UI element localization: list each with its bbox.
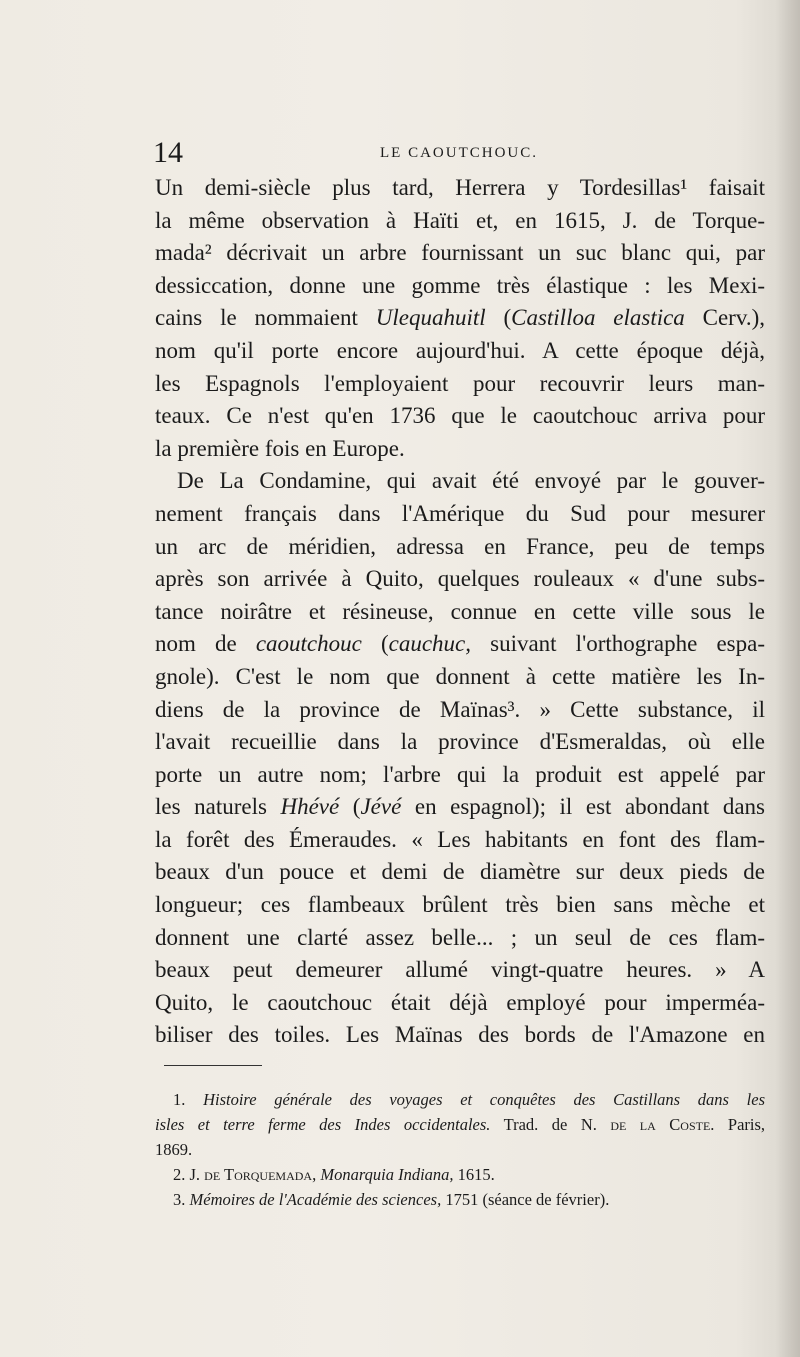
italic-term: Hhévé [280,794,340,820]
text-line: l'avait recueillie dans la province d'Esmeraldas, où elle [155,729,765,755]
text-line: mada² décrivait un arbre fournissant un suc blanc qui, par [155,240,765,266]
text-line: tance noirâtre et résineuse, connue en cette ville sous le [155,598,765,624]
footnote-1-year: 1869. [155,1140,193,1159]
text-line: diens de la province de Maïnas³. » Cette substance, il [155,696,765,722]
text-line: la forêt des Émeraudes. « Les habitants en font des flam- [155,826,765,852]
footnote-3: 3. Mémoires de l'Académie des sciences, 1751 (séance de février). [173,1190,610,1209]
text-line: nom de caoutchouc (cauchuc, suivant l'orthographe espa- [155,631,765,657]
italic-term: caoutchouc [255,631,362,657]
text-line: les naturels Hhévé (Jévé en espagnol); il est abondant dans [155,794,765,820]
footnote-1-cont: isles et terre ferme des Indes occidentales. Trad. de N. de la Coste. Paris, [155,1115,765,1134]
text-line: biliser des toiles. Les Maïnas des bords de l'Amazone en [155,1022,765,1048]
footnote-2: 2. J. de Torquemada, Monarquia Indiana, 1615. [173,1165,495,1184]
page-edge-shadow [776,0,800,1357]
text-line: la même observation à Haïti et, en 1615, J. de Torque- [155,207,765,233]
text-line: beaux d'un pouce et demi de diamètre sur deux pieds de [155,859,765,885]
text-line: gnole). C'est le nom que donnent à cette matière les In- [155,663,765,689]
italic-term: cauchuc, [388,631,472,657]
footnotes [155,1087,765,1212]
text-line: nement français dans l'Amérique du Sud pour mesurer [155,500,765,526]
italic-term: Ulequahuitl [375,305,486,331]
footnote-divider [164,1065,262,1066]
text-line: De La Condamine, qui avait été envoyé par le gouver- [177,468,765,494]
text-line: teaux. Ce n'est qu'en 1736 que le caoutchouc arriva pour [155,403,765,429]
text-line: porte un autre nom; l'arbre qui la produit est appelé par [155,761,765,787]
text-line: cains le nommaient Ulequahuitl (Castilloa elastica Cerv.), [155,305,765,331]
footnote-1: 1. Histoire générale des voyages et conquêtes des Castillans dans les [173,1090,765,1109]
text-line: un arc de méridien, adressa en France, peu de temps [155,533,765,559]
text-line: dessiccation, donne une gomme très élastique : les Mexi- [155,272,765,298]
italic-term: Jévé [360,794,402,820]
italic-term: Castilloa elastica [511,305,685,331]
page-header [153,135,765,175]
text-line: Un demi-siècle plus tard, Herrera y Tordesillas¹ faisait [155,175,765,200]
text-line: longueur; ces flambeaux brûlent très bien sans mèche et [155,892,765,918]
text-line: la première fois en Europe. [155,435,405,461]
text-line: beaux peut demeurer allumé vingt-quatre heures. » A [155,957,765,983]
running-title: LE CAOUTCHOUC. [380,145,538,161]
page-number: 14 [153,136,183,169]
text-line: donnent une clarté assez belle... ; un seul de ces flam- [155,924,765,950]
text-line: les Espagnols l'employaient pour recouvrir leurs man- [155,370,765,396]
body-text [155,172,765,1052]
text-line: après son arrivée à Quito, quelques rouleaux « d'une subs- [155,566,765,592]
text-line: nom qu'il porte encore aujourd'hui. A cette époque déjà, [155,337,765,363]
text-line: Quito, le caoutchouc était déjà employé pour imperméa- [155,989,765,1015]
